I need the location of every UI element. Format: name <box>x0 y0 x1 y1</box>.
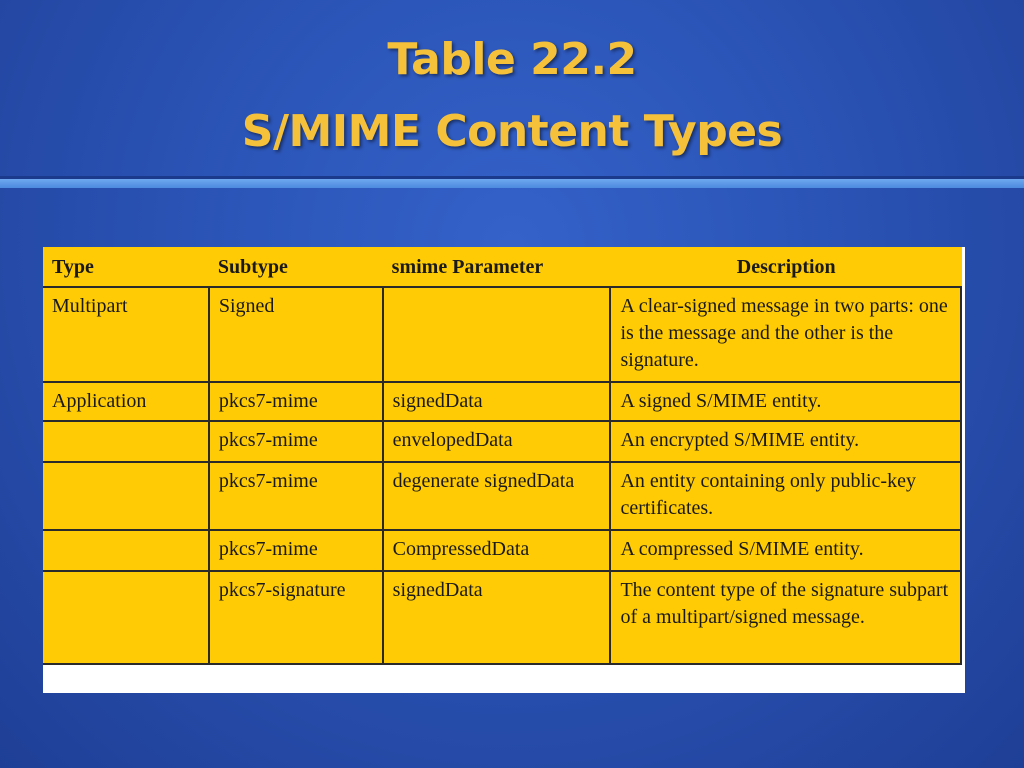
header-description: Description <box>610 247 961 287</box>
cell-description: A signed S/MIME entity. <box>610 382 961 421</box>
table-header-row <box>43 247 961 287</box>
cell-type: Multipart <box>43 287 209 382</box>
cell-parameter: envelopedData <box>383 421 611 462</box>
slide-title-line-2: S/MIME Content Types <box>241 106 783 157</box>
table-row <box>43 530 961 571</box>
cell-type: Application <box>43 382 209 421</box>
cell-subtype: pkcs7-mime <box>209 421 383 462</box>
cell-parameter: signedData <box>383 382 611 421</box>
cell-description: An encrypted S/MIME entity. <box>610 421 961 462</box>
header-type: Type <box>43 247 209 287</box>
cell-parameter: degenerate signedData <box>383 462 611 530</box>
cell-parameter <box>383 287 611 382</box>
header-subtype: Subtype <box>209 247 383 287</box>
cell-parameter: signedData <box>383 571 611 664</box>
title-divider-light <box>0 179 1024 188</box>
cell-parameter: CompressedData <box>383 530 611 571</box>
cell-type <box>43 530 209 571</box>
cell-type <box>43 462 209 530</box>
table-row <box>43 287 961 382</box>
cell-description: The content type of the signature subpart of a multipart/signed message. <box>610 571 961 664</box>
table-row <box>43 462 961 530</box>
cell-subtype: pkcs7-mime <box>209 530 383 571</box>
content-types-table <box>43 247 962 665</box>
cell-subtype: pkcs7-mime <box>209 382 383 421</box>
table-row <box>43 421 961 462</box>
cell-description: An entity containing only public-key certificates. <box>610 462 961 530</box>
cell-subtype: pkcs7-signature <box>209 571 383 664</box>
cell-type <box>43 571 209 664</box>
cell-type <box>43 421 209 462</box>
slide-title-line-1: Table 22.2 <box>387 34 637 85</box>
table-frame <box>43 247 965 693</box>
header-parameter: smime Parameter <box>383 247 611 287</box>
cell-subtype: pkcs7-mime <box>209 462 383 530</box>
cell-subtype: Signed <box>209 287 383 382</box>
cell-description: A compressed S/MIME entity. <box>610 530 961 571</box>
table-row <box>43 571 961 664</box>
slide-title <box>0 24 1024 168</box>
table-row <box>43 382 961 421</box>
cell-description: A clear-signed message in two parts: one is the message and the other is the signature. <box>610 287 961 382</box>
